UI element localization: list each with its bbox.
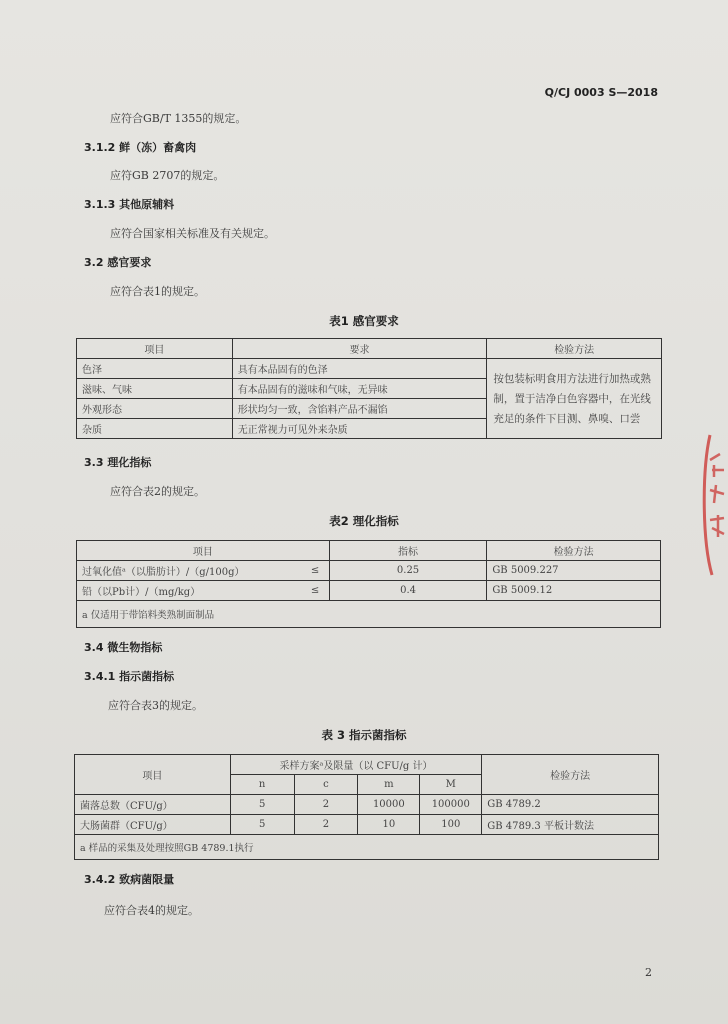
column-header: 项目 bbox=[75, 755, 231, 795]
indicator-bacteria-table bbox=[74, 754, 659, 860]
table-row bbox=[77, 581, 661, 601]
value-cell: 100 bbox=[420, 815, 482, 835]
method-cell: GB 4789.3 平板计数法 bbox=[482, 815, 659, 835]
sub-header: m bbox=[358, 775, 420, 795]
section-heading-3-1-3: 3.1.3 其他原辅料 bbox=[84, 198, 175, 211]
official-seal-stamp bbox=[700, 430, 728, 580]
item-cell: 大肠菌群（CFU/g） bbox=[75, 815, 231, 835]
item-cell: 滋味、气味 bbox=[77, 379, 233, 399]
column-header: 要求 bbox=[232, 339, 487, 359]
item-cell: 过氧化值ᵃ（以脂肪计）/（g/100g） bbox=[77, 561, 302, 581]
page-number: 2 bbox=[645, 966, 652, 979]
table-row bbox=[77, 359, 662, 379]
method-cell: 按包装标明食用方法进行加热或熟制，置于洁净白色容器中，在光线充足的条件下目测、鼻嗅、口尝 bbox=[487, 359, 662, 439]
section-heading-3-3: 3.3 理化指标 bbox=[84, 456, 152, 469]
sub-header: n bbox=[230, 775, 294, 795]
value-cell: 2 bbox=[294, 795, 358, 815]
value-cell: 100000 bbox=[420, 795, 482, 815]
item-cell: 铅（以Pb计）/（mg/kg） bbox=[77, 581, 302, 601]
paragraph: 应符合表4的规定。 bbox=[104, 904, 199, 917]
table3-caption: 表 3 指示菌指标 bbox=[321, 728, 407, 742]
sub-header: M bbox=[420, 775, 482, 795]
paragraph: 应符合GB/T 1355的规定。 bbox=[110, 112, 247, 125]
table-header-row bbox=[77, 339, 662, 359]
table-row bbox=[75, 815, 659, 835]
table-header-row bbox=[75, 755, 659, 775]
item-cell: 外观形态 bbox=[77, 399, 233, 419]
table-note-row bbox=[77, 601, 661, 628]
section-heading-3-2: 3.2 感官要求 bbox=[84, 256, 152, 269]
column-header: 检验方法 bbox=[482, 755, 659, 795]
operator-cell: ≤ bbox=[301, 561, 329, 581]
paragraph: 应符合表1的规定。 bbox=[110, 285, 205, 298]
table-note-row bbox=[75, 835, 659, 860]
table-row bbox=[77, 561, 661, 581]
table2-caption: 表2 理化指标 bbox=[329, 514, 399, 528]
section-heading-3-4-2: 3.4.2 致病菌限量 bbox=[84, 873, 175, 886]
section-heading-3-1-2: 3.1.2 鲜（冻）畜禽肉 bbox=[84, 141, 197, 154]
column-header: 采样方案ᵃ及限量（以 CFU/g 计） bbox=[230, 755, 482, 775]
sensory-table bbox=[76, 338, 662, 439]
column-header: 检验方法 bbox=[487, 339, 662, 359]
value-cell: 0.4 bbox=[329, 581, 487, 601]
value-cell: 0.25 bbox=[329, 561, 487, 581]
method-cell: GB 4789.2 bbox=[482, 795, 659, 815]
requirement-cell: 有本品固有的滋味和气味，无异味 bbox=[232, 379, 487, 399]
table-footnote: a 样品的采集及处理按照GB 4789.1执行 bbox=[75, 835, 659, 860]
value-cell: 10000 bbox=[358, 795, 420, 815]
section-heading-3-4: 3.4 微生物指标 bbox=[84, 641, 163, 654]
column-header: 检验方法 bbox=[487, 541, 661, 561]
column-header: 项目 bbox=[77, 339, 233, 359]
paragraph: 应符合表3的规定。 bbox=[108, 699, 203, 712]
method-cell: GB 5009.227 bbox=[487, 561, 661, 581]
item-cell: 色泽 bbox=[77, 359, 233, 379]
column-header: 项目 bbox=[77, 541, 330, 561]
value-cell: 2 bbox=[294, 815, 358, 835]
table-footnote: a 仅适用于带馅料类熟制面制品 bbox=[77, 601, 661, 628]
paragraph: 应符GB 2707的规定。 bbox=[110, 169, 225, 182]
table-header-row bbox=[77, 541, 661, 561]
requirement-cell: 具有本品固有的色泽 bbox=[232, 359, 487, 379]
value-cell: 5 bbox=[230, 815, 294, 835]
paragraph: 应符合表2的规定。 bbox=[110, 485, 205, 498]
requirement-cell: 无正常视力可见外来杂质 bbox=[232, 419, 487, 439]
operator-cell: ≤ bbox=[301, 581, 329, 601]
sub-header: c bbox=[294, 775, 358, 795]
method-cell: GB 5009.12 bbox=[487, 581, 661, 601]
value-cell: 5 bbox=[230, 795, 294, 815]
value-cell: 10 bbox=[358, 815, 420, 835]
item-cell: 菌落总数（CFU/g） bbox=[75, 795, 231, 815]
item-cell: 杂质 bbox=[77, 419, 233, 439]
column-header: 指标 bbox=[329, 541, 487, 561]
table-row bbox=[75, 795, 659, 815]
table1-caption: 表1 感官要求 bbox=[329, 314, 399, 328]
section-heading-3-4-1: 3.4.1 指示菌指标 bbox=[84, 670, 175, 683]
requirement-cell: 形状均匀一致，含馅料产品不漏馅 bbox=[232, 399, 487, 419]
paragraph: 应符合国家相关标准及有关规定。 bbox=[110, 227, 275, 240]
document-code: Q/CJ 0003 S—2018 bbox=[544, 86, 658, 99]
physicochemical-table bbox=[76, 540, 661, 628]
